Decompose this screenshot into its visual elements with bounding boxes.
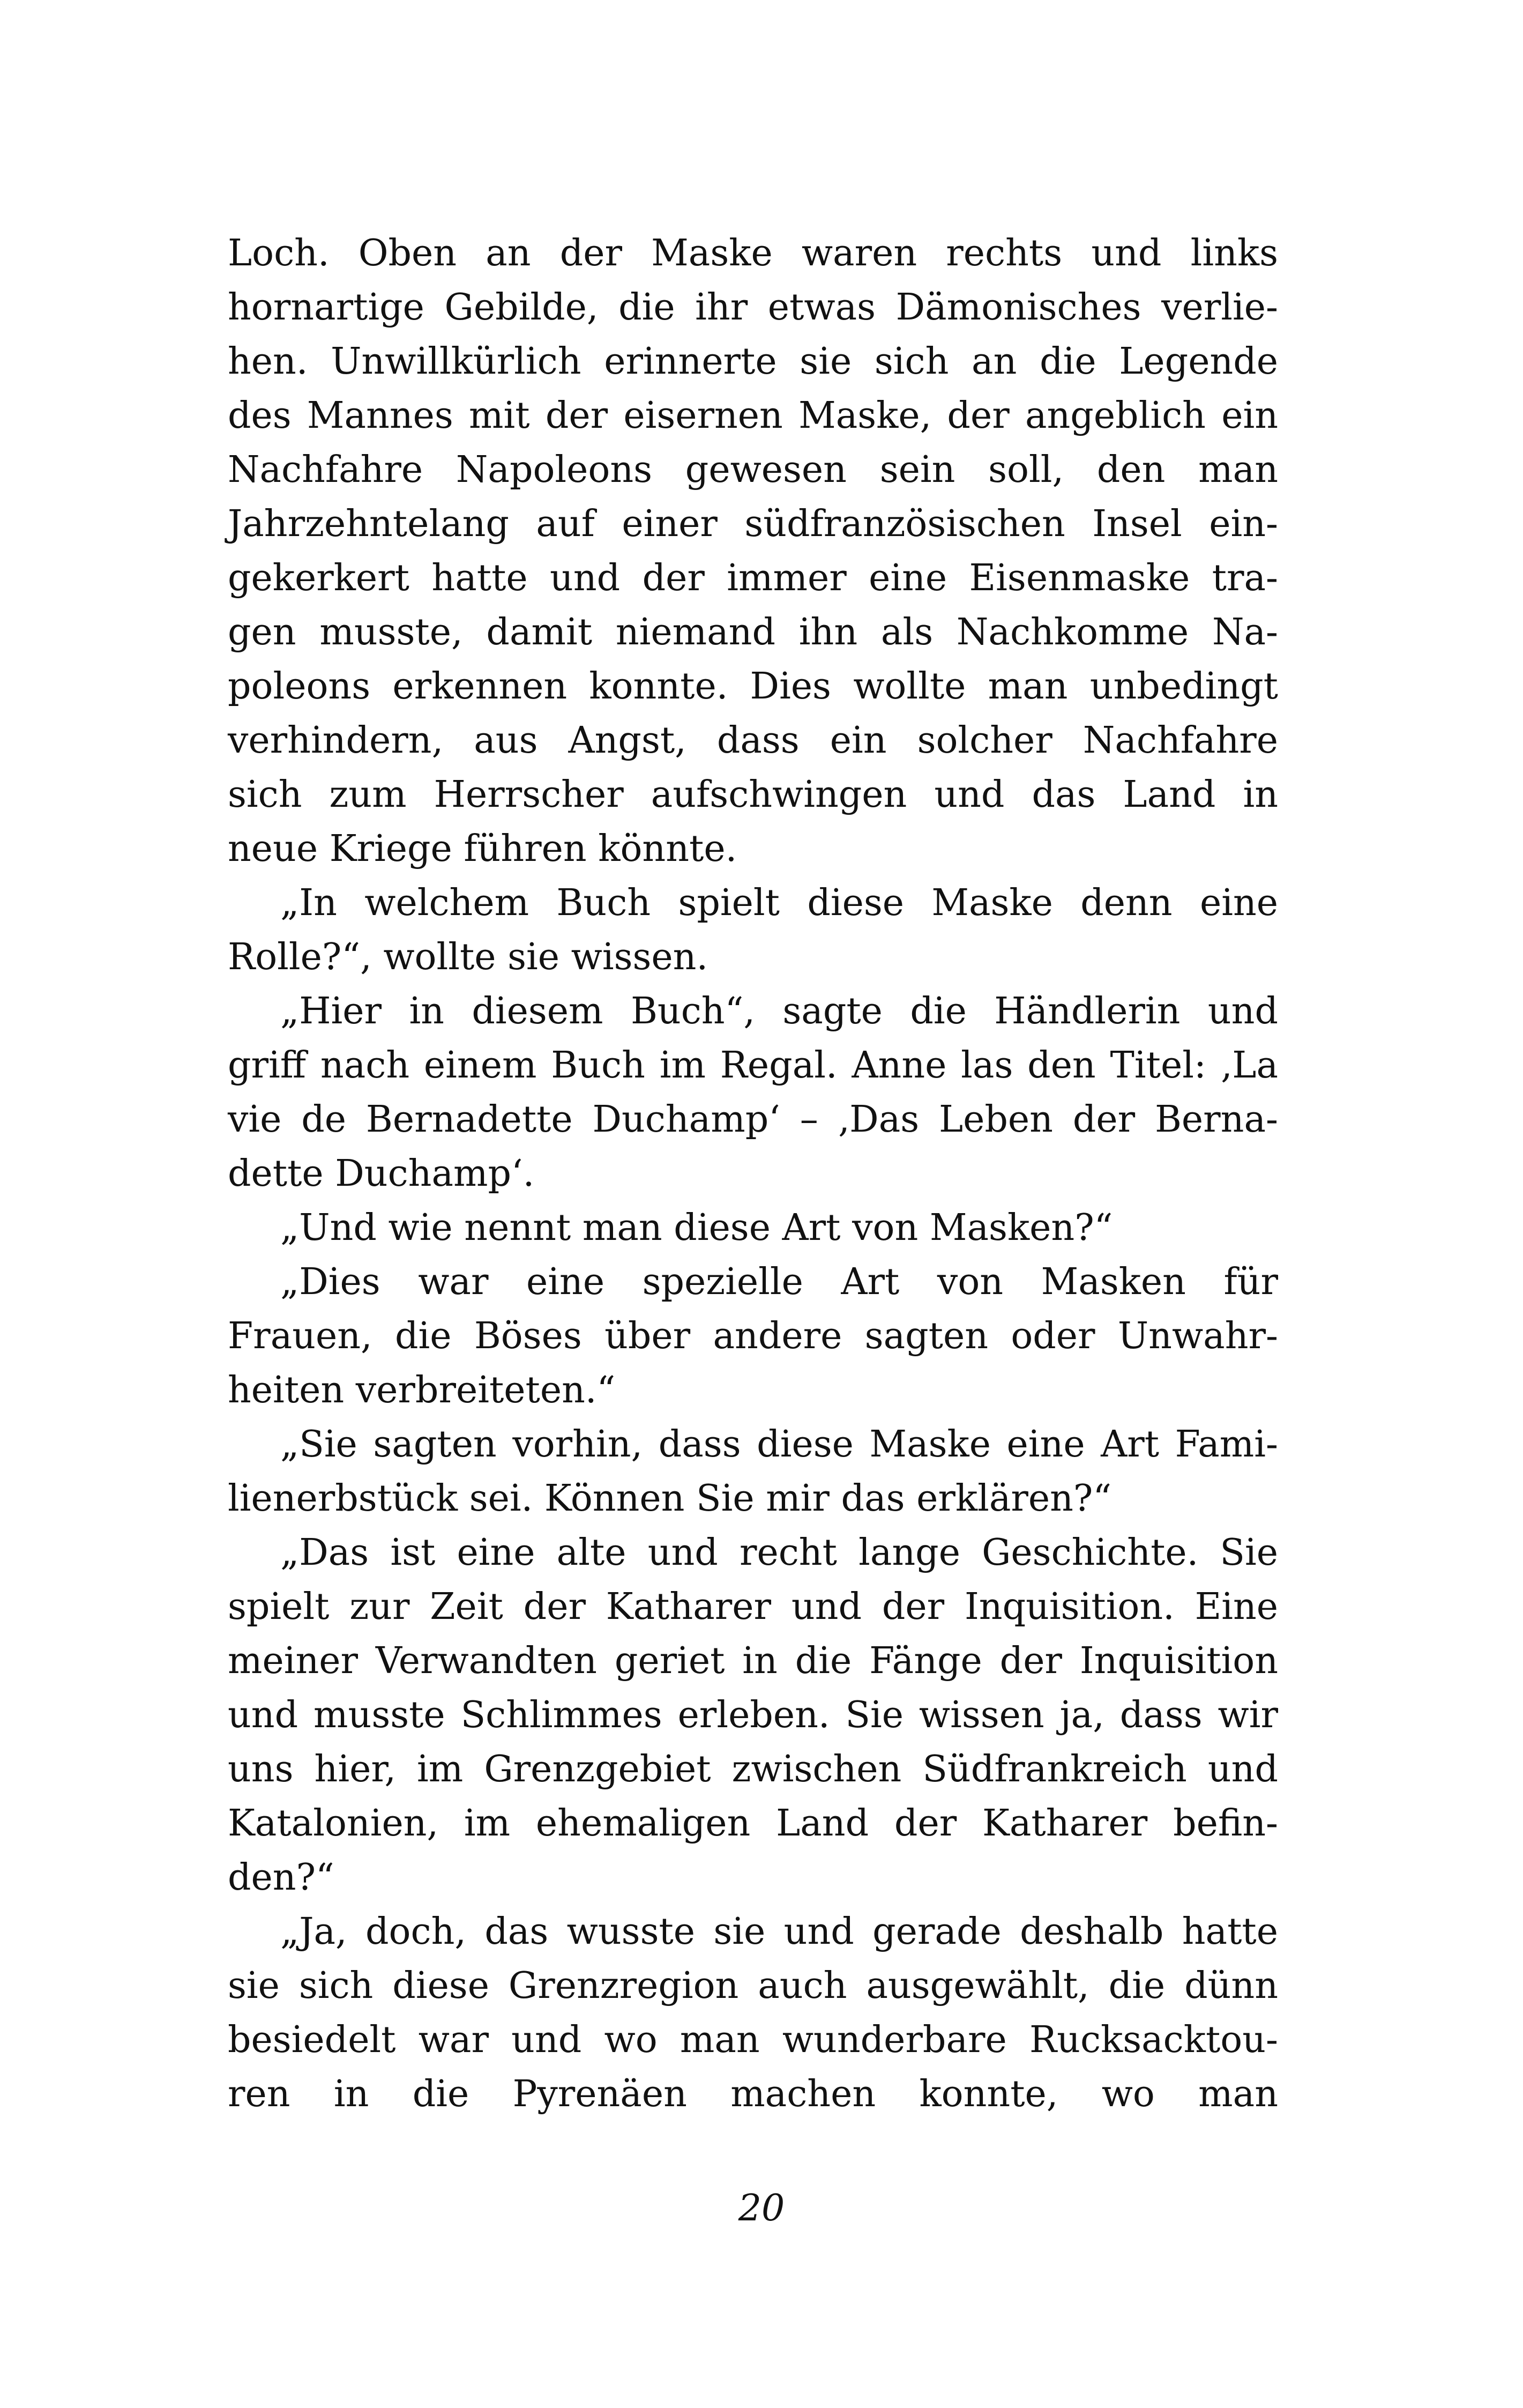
text-line: „Sie sagten vorhin, dass diese Maske eine Art Fami- [280,1423,1278,1466]
text-line: lienerbstück sei. Können Sie mir das erklären?“ [228,1477,1112,1520]
text-line: poleons erkennen konnte. Dies wollte man unbedingt [228,665,1278,708]
body-text [228,226,1278,2121]
text-line: und musste Schlimmes erleben. Sie wissen ja, dass wir [228,1694,1278,1736]
text-line: Loch. Oben an der Maske waren rechts und links [228,232,1278,274]
text-line: Katalonien, im ehemaligen Land der Katharer befin- [228,1802,1278,1845]
text-line: hornartige Gebilde, die ihr etwas Dämonisches verlie- [228,286,1278,329]
text-line: „Dies war eine spezielle Art von Masken für [280,1261,1278,1303]
text-line: griff nach einem Buch im Regal. Anne las den Titel: ‚La [228,1044,1278,1087]
text-line: „Ja, doch, das wusste sie und gerade deshalb hatte [280,1911,1278,1953]
text-line: „Und wie nennt man diese Art von Masken?“ [280,1207,1113,1249]
text-line: dette Duchamp‘. [228,1153,535,1195]
text-line: heiten verbreiteten.“ [228,1369,616,1411]
text-line: Jahrzehntelang auf einer südfranzösischen Insel ein- [228,503,1278,545]
text-line: „In welchem Buch spielt diese Maske denn eine [280,882,1278,924]
text-line: neue Kriege führen könnte. [228,828,737,870]
text-line: hen. Unwillkürlich erinnerte sie sich an die Legende [228,340,1278,383]
text-line: gen musste, damit niemand ihn als Nachkomme Na- [228,611,1278,653]
text-line: uns hier, im Grenzgebiet zwischen Südfrankreich und [228,1748,1278,1790]
text-line: sie sich diese Grenzregion auch ausgewählt, die dünn [228,1965,1278,2007]
text-line: gekerkert hatte und der immer eine Eisenmaske tra- [228,557,1278,599]
text-line: ren in die Pyrenäen machen konnte, wo man [228,2073,1278,2115]
text-line: meiner Verwandten geriet in die Fänge der Inquisition [228,1640,1278,1682]
text-line: „Hier in diesem Buch“, sagte die Händlerin und [280,990,1278,1032]
text-line: Rolle?“, wollte sie wissen. [228,936,708,978]
text-line: vie de Bernadette Duchamp‘ – ‚Das Leben der Berna- [228,1098,1278,1141]
text-line: den?“ [228,1856,334,1899]
text-line: des Mannes mit der eisernen Maske, der angeblich ein [228,395,1278,437]
text-line: verhindern, aus Angst, dass ein solcher Nachfahre [228,719,1278,762]
text-line: Frauen, die Böses über andere sagten oder Unwahr- [228,1315,1278,1357]
text-line: „Das ist eine alte und recht lange Geschichte. Sie [280,1532,1278,1574]
page-number: 20 [738,2187,785,2229]
text-line: spielt zur Zeit der Katharer und der Inquisition. Eine [228,1586,1278,1628]
text-line: besiedelt war und wo man wunderbare Rucksacktou- [228,2019,1278,2061]
text-line: sich zum Herrscher aufschwingen und das Land in [228,774,1278,816]
text-line: Nachfahre Napoleons gewesen sein soll, den man [228,449,1278,491]
